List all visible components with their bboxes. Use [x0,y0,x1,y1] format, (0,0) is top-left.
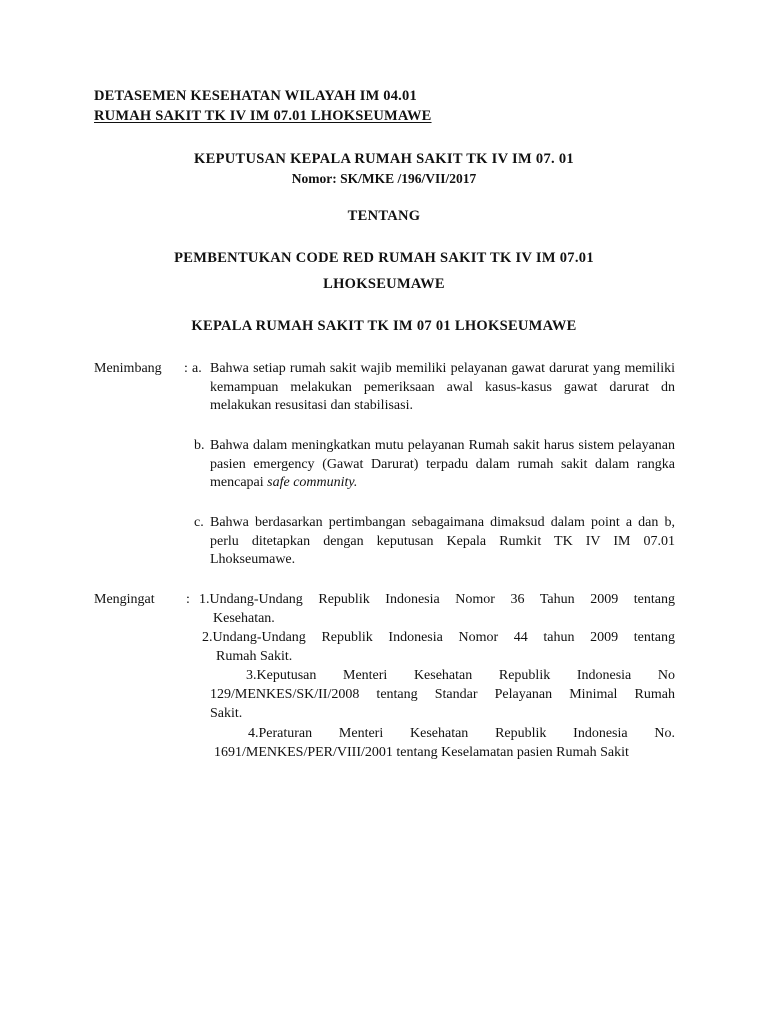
menimbang-marker-b: b. [194,438,205,453]
hospital-name: RUMAH SAKIT TK IV IM 07.01 LHOKSEUMAWE [94,108,432,124]
mengingat-item-3-line-1: 3.Keputusan Menteri Kesehatan Republik Indonesia No [246,668,675,683]
subject-line-2: LHOKSEUMAWE [323,276,445,292]
menimbang-label: Menimbang [94,361,162,376]
subject-line-1: PEMBENTUKAN CODE RED RUMAH SAKIT TK IV IM 07.01 [174,250,594,266]
mengingat-colon: : [186,592,190,607]
mengingat-item-2-line-1: 2.Undang-Undang Republik Indonesia Nomor 44 tahun 2009 tentang [202,630,675,645]
menimbang-item-c: Bahwa berdasarkan pertimbangan sebagaimana dimaksud dalam point a dan b, perlu ditetapkan dengan keputusan Kepala Rumkit TK IV IM 07.01 Lhokseumawe. [210,515,675,567]
mengingat-item-4-line-1: 4.Peraturan Menteri Kesehatan Republik Indonesia No. [248,726,675,741]
mengingat-item-3-line-2: 129/MENKES/SK/II/2008 tentang Standar Pelayanan Minimal Rumah [210,687,675,702]
issuer-heading: KEPALA RUMAH SAKIT TK IM 07 01 LHOKSEUMAWE [191,318,577,334]
menimbang-item-b-italic: safe community. [267,475,358,490]
mengingat-item-1-line-2: Kesehatan. [213,611,275,626]
mengingat-item-2-line-2: Rumah Sakit. [216,649,293,664]
agency-name: DETASEMEN KESEHATAN WILAYAH IM 04.01 [94,88,417,104]
about-heading: TENTANG [347,208,421,224]
menimbang-marker-a: a. [192,361,202,376]
mengingat-item-1-line-1: 1.Undang-Undang Republik Indonesia Nomor 36 Tahun 2009 tentang [199,592,675,607]
mengingat-item-3-line-3: Sakit. [210,706,243,721]
mengingat-label: Mengingat [94,592,155,607]
decision-title: KEPUTUSAN KEPALA RUMAH SAKIT TK IV IM 07. 01 [194,151,574,167]
menimbang-marker-c: c. [194,515,204,530]
decision-number: Nomor: SK/MKE /196/VII/2017 [291,171,477,186]
mengingat-item-4-line-2: 1691/MENKES/PER/VIII/2001 tentang Keselamatan pasien Rumah Sakit [214,745,629,760]
menimbang-item-b-text: Bahwa dalam meningkatkan mutu pelayanan Rumah sakit harus sistem pelayanan pasien emergency (Gawat Darurat) terpadu dalam rumah sakit dalam rangka mencapai [210,438,675,490]
menimbang-item-a: Bahwa setiap rumah sakit wajib memiliki pelayanan gawat darurat yang memiliki kemampuan melakukan pemeriksaan awal kasus-kasus gawat darurat dn melakukan resusitasi dan stabilisasi. [210,361,675,413]
menimbang-colon: : [184,361,188,376]
menimbang-item-b [210,437,675,493]
